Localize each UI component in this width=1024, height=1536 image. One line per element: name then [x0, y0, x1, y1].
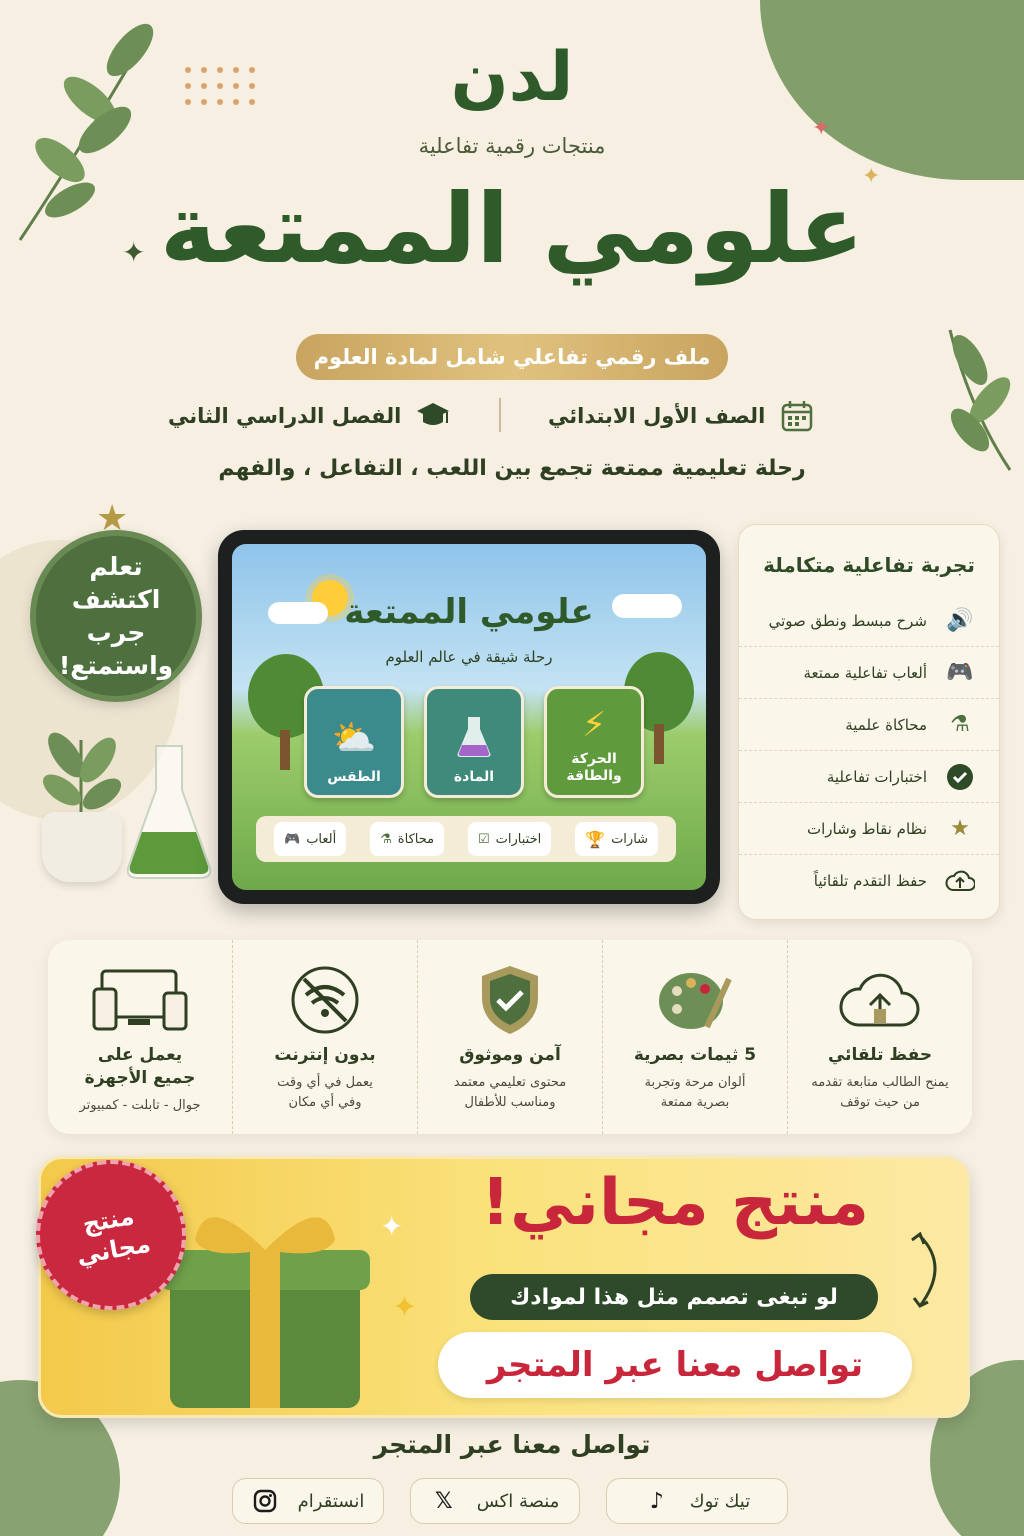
lightning-icon: ⚡	[582, 705, 606, 746]
tagline: رحلة تعليمية ممتعة تجمع بين اللعب ، التفاعل ، والفهم	[218, 456, 806, 481]
no-wifi-icon	[275, 962, 375, 1038]
benefit-title: بدون إنترنت	[274, 1045, 376, 1065]
benefit-desc: يمنح الطالب متابعة تقدمه من حيث توقف	[811, 1074, 949, 1111]
weather-icon: ⛅	[331, 718, 377, 759]
menu-simulation[interactable]	[370, 822, 444, 856]
feature-item	[739, 751, 999, 803]
feature-item	[739, 855, 999, 907]
description-pill: ملف رقمي تفاعلي شامل لمادة العلوم	[296, 334, 728, 380]
palette-icon	[645, 962, 745, 1038]
social-label: انستقرام	[297, 1490, 365, 1512]
benefit-title: يعمل على جميع الأجهزة	[84, 1045, 196, 1088]
product-title: علومي الممتعة	[159, 173, 865, 285]
feature-label: حفظ التقدم تلقائياً	[813, 872, 927, 890]
calendar-icon	[779, 398, 815, 434]
unit-card-label: المادة	[453, 769, 495, 785]
menu-label: شارات	[611, 831, 649, 847]
contact-store-button[interactable]: تواصل معنا عبر المتجر	[438, 1332, 912, 1398]
trophy-icon: 🏆	[585, 829, 606, 849]
flask-icon: ⚗	[950, 712, 970, 737]
motto-line: تعلم	[89, 552, 143, 581]
cloud-upload-icon	[830, 962, 930, 1038]
star-icon: ★	[950, 816, 970, 841]
social-label: منصة اكس	[476, 1490, 560, 1512]
shield-check-icon	[460, 962, 560, 1038]
feature-label: شرح مبسط ونطق صوتي	[768, 611, 927, 630]
flask-icon	[124, 742, 214, 882]
brand-subtitle: منتجات رقمية تفاعلية	[418, 134, 606, 158]
sparkle-icon: ✦	[380, 1210, 404, 1243]
benefits-strip	[48, 940, 972, 1134]
unit-card-label: الطقس	[327, 769, 381, 785]
tiktok-icon: ♪	[649, 1488, 664, 1514]
plant-pot	[42, 812, 122, 882]
grade-label: الصف الأول الابتدائي	[548, 404, 766, 428]
app-subtitle: رحلة شيقة في عالم العلوم	[385, 648, 553, 666]
feature-label: نظام نقاط وشارات	[807, 819, 927, 838]
feature-item	[739, 647, 999, 699]
benefit-item	[787, 940, 972, 1134]
menu-games[interactable]	[274, 822, 346, 856]
promo-title: منتج مجاني!	[480, 1166, 870, 1240]
contact-heading: تواصل معنا عبر المتجر	[373, 1430, 651, 1459]
social-x[interactable]	[410, 1478, 580, 1524]
flask-icon	[456, 715, 492, 759]
features-title: تجربة تفاعلية متكاملة	[763, 553, 975, 577]
sparkle-icon: ✦	[392, 1290, 418, 1325]
benefit-item	[602, 940, 787, 1134]
benefit-title: حفظ تلقائي	[827, 1045, 933, 1065]
unit-card-label: الحركة والطاقة	[566, 751, 622, 785]
brand-logo: لدن	[450, 38, 574, 117]
star-icon: ★	[96, 498, 129, 539]
sparkle-icon: ✦	[122, 236, 146, 269]
checklist-icon: ☑	[477, 831, 490, 847]
tablet-screen	[232, 544, 706, 890]
semester-label: الفصل الدراسي الثاني	[168, 404, 402, 428]
benefit-item	[417, 940, 602, 1134]
check-circle-icon	[943, 760, 977, 794]
sparkle-icon: ✦	[812, 116, 831, 141]
graduation-cap-icon	[415, 398, 451, 434]
menu-tests[interactable]	[468, 822, 551, 856]
feature-label: ألعاب تفاعلية ممتعة	[803, 663, 927, 682]
social-label: تيك توك	[689, 1490, 751, 1512]
menu-label: محاكاة	[397, 831, 435, 847]
benefit-desc: جوال - تابلت - كمبيوتر	[79, 1097, 201, 1113]
feature-item	[739, 595, 999, 647]
menu-label: اختبارات	[495, 831, 542, 847]
grade-info	[548, 396, 815, 436]
divider	[499, 398, 501, 432]
feature-label: اختبارات تفاعلية	[826, 767, 927, 786]
sparkle-icon: ✦	[862, 164, 881, 189]
curved-arrow-icon	[900, 1232, 950, 1316]
cloud-upload-icon	[943, 864, 977, 898]
unit-card-weather[interactable]	[304, 686, 404, 798]
plant-icon	[26, 720, 136, 820]
x-icon: 𝕏	[434, 1488, 453, 1514]
feature-item	[739, 803, 999, 855]
motto-line: جرب	[86, 618, 146, 647]
instagram-icon	[252, 1488, 278, 1514]
unit-card-motion-energy[interactable]	[544, 686, 644, 798]
gamepad-icon: 🎮	[284, 831, 301, 847]
motto-line: اكتشف	[71, 585, 161, 614]
tree-trunk	[280, 730, 290, 770]
social-instagram[interactable]	[232, 1478, 384, 1524]
benefit-desc: محتوى تعليمي معتمد ومناسب للأطفال	[453, 1074, 567, 1111]
motto-badge	[30, 530, 202, 702]
social-tiktok[interactable]	[606, 1478, 788, 1524]
benefit-item	[232, 940, 417, 1134]
benefit-desc: ألوان مرحة وتجربة بصرية ممتعة	[644, 1074, 746, 1111]
feature-item	[739, 699, 999, 751]
benefit-desc: يعمل في أي وقت وفي أي مكان	[277, 1074, 373, 1111]
semester-info	[168, 396, 451, 436]
app-menu-bar	[256, 816, 676, 862]
promo-pill: لو تبغى تصمم مثل هذا لموادك	[470, 1274, 878, 1320]
benefit-title: آمن وموثوق	[459, 1045, 561, 1065]
tree-trunk	[654, 724, 664, 764]
benefit-item	[48, 940, 232, 1134]
menu-badges[interactable]	[575, 822, 658, 856]
menu-label: ألعاب	[306, 831, 337, 847]
devices-icon	[90, 962, 190, 1038]
speaker-icon: 🔊	[946, 608, 974, 633]
benefit-title: 5 ثيمات بصرية	[633, 1045, 757, 1065]
motto-line: واستمتع!	[58, 651, 174, 680]
tablet-mockup	[218, 530, 720, 904]
unit-card-matter[interactable]	[424, 686, 524, 798]
app-title: علومي الممتعة	[344, 592, 594, 632]
free-seal: منتج مجاني	[24, 1148, 198, 1322]
feature-label: محاكاة علمية	[845, 715, 927, 734]
gamepad-icon: 🎮	[946, 660, 974, 685]
features-panel	[738, 524, 1000, 920]
flask-icon: ⚗	[380, 831, 392, 847]
